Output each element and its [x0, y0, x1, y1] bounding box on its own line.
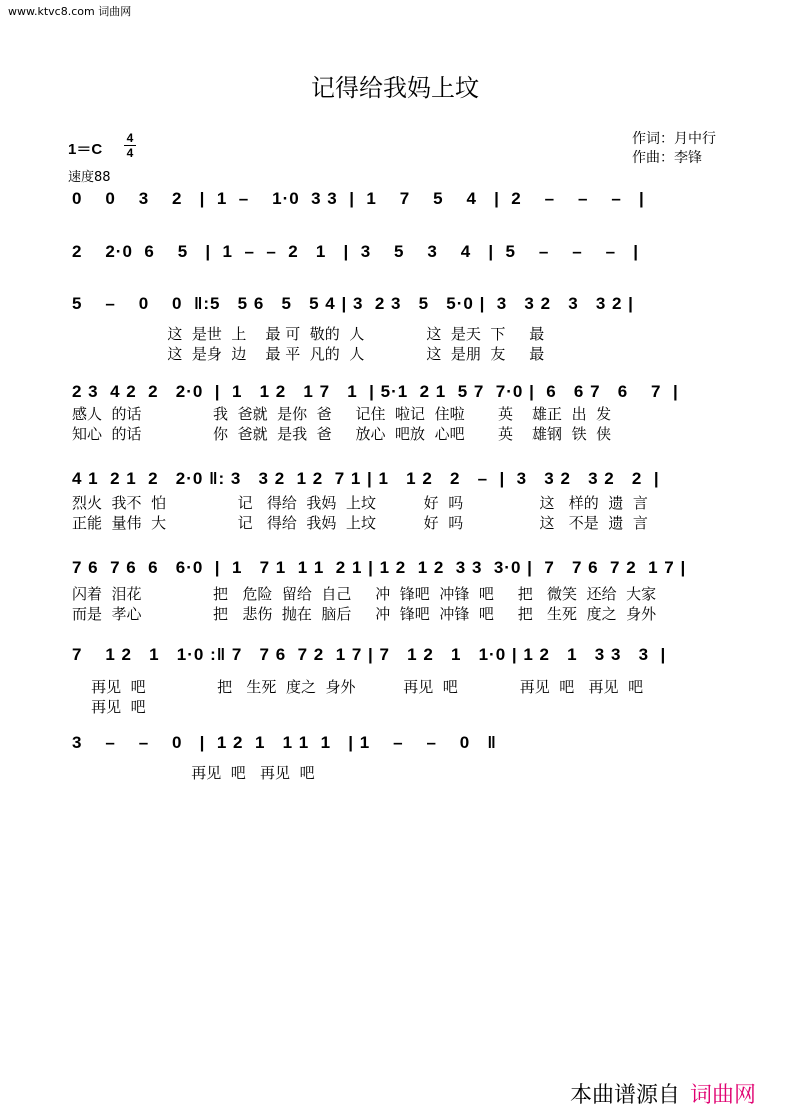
composer-credit: 作曲：李锋 [632, 150, 702, 166]
staff-notes: 7 6 7 6 6 6·0 | 1 7 1 1 1 2 1 | 1 2 1 2 3 3 3·0 | 7 7 6 7 2 1 7 | [72, 558, 687, 577]
footer-site-logo: 词曲网 [689, 1083, 756, 1108]
staff-notes: 2 3 4 2 2 2·0 | 1 1 2 1 7 1 | 5·1 2 1 5 7 7·0 | 6 6 7 6 7 | [72, 382, 679, 401]
lyric-line: 再见 吧 再见 吧 [72, 764, 315, 782]
footer-source-text: 本曲谱源自 [569, 1083, 680, 1108]
lyric-line: 正能 量伟 大 记 得给 我妈 上坟 好 吗 这 不是 遗 言 [72, 514, 648, 532]
staff-line-7 [0, 640, 790, 716]
staff-notes: 5 – 0 0 ‖:5 5 6 5 5 4 | 3 2 3 5 5·0 | 3 3 2 3 3 2 | [72, 294, 634, 313]
lyricist-credit: 作词：月中行 [632, 131, 716, 147]
lyric-line: 这 是身 边 最 平 凡的 人 这 是朋 友 最 [72, 345, 545, 363]
staff-line-8 [0, 728, 790, 782]
staff-notes: 7 1 2 1 1·0 :‖ 7 7 6 7 2 1 7 | 7 1 2 1 1·0 | 1 2 1 3 3 3 | [72, 645, 667, 664]
lyric-line: 闪着 泪花 把 危险 留给 自己 冲 锋吧 冲锋 吧 把 微笑 还给 大家 [72, 585, 657, 603]
lyric-line: 而是 孝心 把 悲伤 抛在 脑后 冲 锋吧 冲锋 吧 把 生死 度之 身外 [72, 605, 657, 623]
lyric-line: 再见 吧 [72, 698, 146, 716]
song-title: 记得给我妈上坟 [311, 74, 479, 102]
staff-line-3 [0, 289, 790, 363]
staff-notes: 2 2·0 6 5 | 1 – – 2 1 | 3 5 3 4 | 5 – – – | [72, 242, 639, 261]
staff-notes: 0 0 3 2 | 1 – 1·0 3 3 | 1 7 5 4 | 2 – – – | [72, 189, 645, 208]
time-signature [124, 131, 136, 160]
time-signature-top: 4 [126, 131, 134, 145]
key-signature: 1＝C [68, 141, 103, 158]
staff-line-5 [0, 464, 790, 532]
lyric-line: 烈火 我不 怕 记 得给 我妈 上坟 好 吗 这 样的 遗 言 [72, 494, 648, 512]
staff-notes: 4 1 2 1 2 2·0 ‖: 3 3 2 1 2 7 1 | 1 1 2 2 – | 3 3 2 3 2 2 | [72, 469, 660, 488]
watermark-text: www.ktvc8.com 词曲网 [8, 5, 132, 18]
staff-notes: 3 – – 0 | 1 2 1 1 1 1 | 1 – – 0 ‖ [72, 733, 497, 752]
staff-line-4 [0, 377, 790, 443]
lyric-line: 这 是世 上 最 可 敬的 人 这 是天 下 最 [72, 325, 545, 343]
staff-line-2 [0, 237, 790, 277]
staff-line-1 [0, 184, 790, 224]
lyric-line: 感人 的话 我 爸就 是你 爸 记住 啦记 住啦 英 雄正 出 发 [72, 405, 612, 423]
lyric-line: 知心 的话 你 爸就 是我 爸 放心 吧放 心吧 英 雄钢 铁 侠 [72, 425, 612, 443]
tempo-marking: 速度88 [68, 170, 111, 185]
lyric-line: 再见 吧 把 生死 度之 身外 再见 吧 再见 吧 再见 吧 [72, 678, 644, 696]
staff-line-6 [0, 553, 790, 623]
time-signature-bottom: 4 [126, 146, 134, 160]
